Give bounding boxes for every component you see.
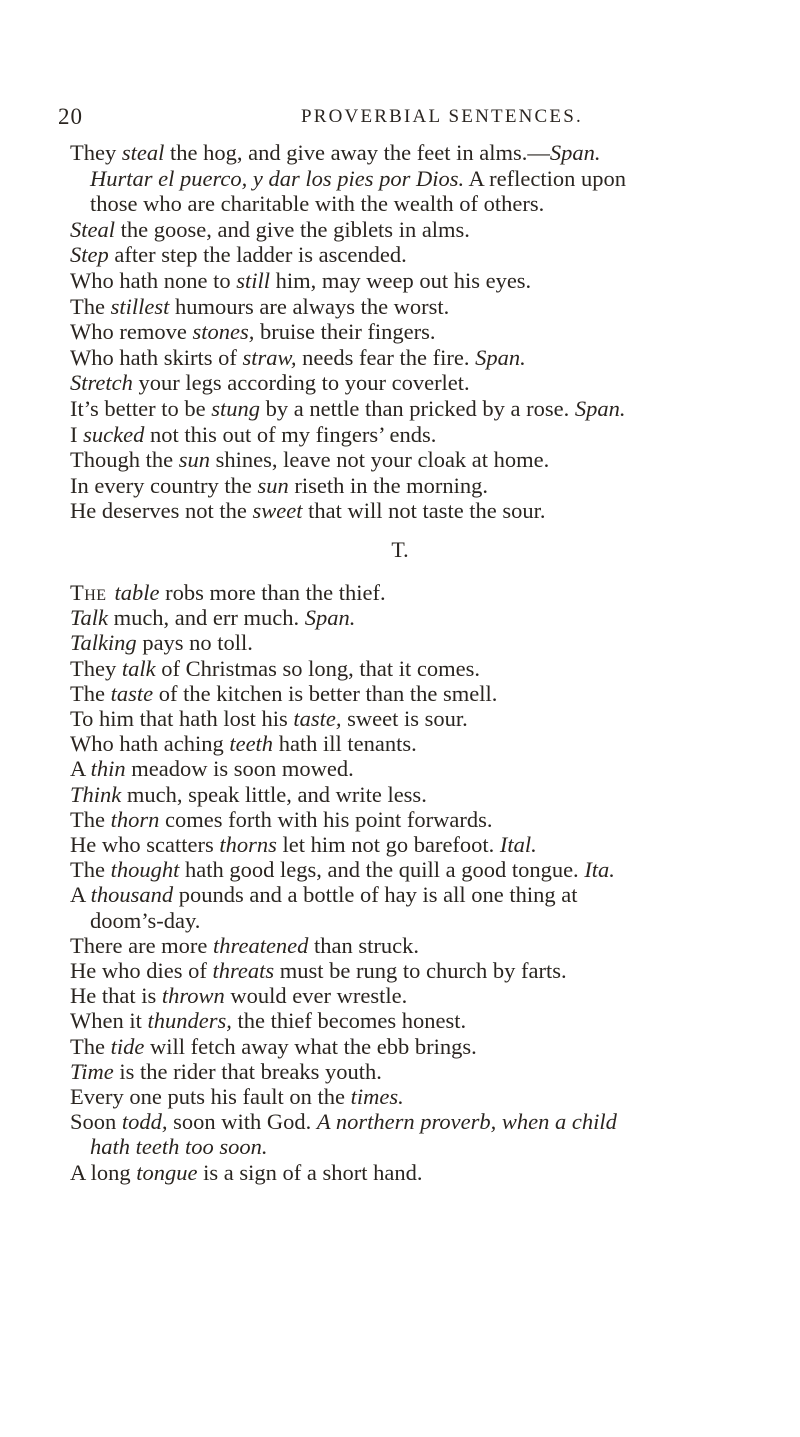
source-note: Ita. xyxy=(584,857,615,883)
line-text: by a nettle than pricked by a rose. xyxy=(259,396,575,421)
source-note: Ital. xyxy=(499,832,537,857)
line-text: Who hath aching xyxy=(70,731,230,757)
running-head: PROVERBIAL SENTENCES. xyxy=(301,106,583,127)
line-text: Soon xyxy=(70,1109,122,1135)
proverb-line xyxy=(70,217,470,243)
proverb-line xyxy=(70,396,626,422)
proverb-line xyxy=(70,242,407,268)
keyword: table xyxy=(114,580,160,605)
line-text: He deserves not the xyxy=(70,498,253,524)
line-text: In every country the xyxy=(70,472,258,498)
keyword: Time xyxy=(70,1058,114,1084)
proverb-line xyxy=(70,756,354,782)
line-text: shines, leave not your cloak at home. xyxy=(210,447,550,473)
keyword: taste, xyxy=(293,706,342,731)
proverb-line xyxy=(70,1059,382,1085)
proverb-line xyxy=(70,1034,477,1060)
line-text: The xyxy=(70,1033,111,1059)
keyword: thunders, xyxy=(147,1008,232,1034)
source-note: hath teeth too soon. xyxy=(90,1134,268,1160)
line-text: He who dies of xyxy=(70,958,213,983)
proverb-line xyxy=(90,1134,267,1160)
proverb-line xyxy=(70,782,427,808)
line-text: Though the xyxy=(70,447,179,473)
line-text: is the rider that breaks youth. xyxy=(113,1058,382,1084)
line-text: much, and err much. xyxy=(107,605,305,631)
keyword: Talking xyxy=(70,630,137,656)
keyword: taste xyxy=(110,680,154,706)
line-text: There are more xyxy=(70,932,214,958)
line-text: him, may weep out his eyes. xyxy=(269,268,532,293)
keyword: Talk xyxy=(70,605,108,631)
proverb-line xyxy=(70,370,470,396)
line-text: will fetch away what the ebb brings. xyxy=(144,1033,477,1059)
line-text: would ever wrestle. xyxy=(224,983,408,1009)
line-text: pounds and a bottle of hay is all one thing at xyxy=(173,882,578,908)
keyword: Step xyxy=(70,242,109,268)
proverb-line xyxy=(70,882,577,908)
proverb-line xyxy=(70,958,567,984)
proverb-line xyxy=(70,605,355,631)
line-text: Who remove xyxy=(70,319,193,345)
proverb-line xyxy=(70,807,492,833)
keyword: teeth xyxy=(229,731,274,757)
line-text: of Christmas so long, that it comes. xyxy=(155,655,480,681)
line-text: is a sign of a short hand. xyxy=(197,1159,423,1185)
proverb-line xyxy=(70,731,417,757)
proverb-line xyxy=(70,473,488,499)
keyword: sweet xyxy=(252,498,303,524)
line-text: Who hath none to xyxy=(70,268,237,293)
keyword: thrown xyxy=(161,983,225,1009)
keyword: Think xyxy=(70,781,122,807)
keyword: times. xyxy=(350,1084,404,1109)
line-text: Who hath skirts of xyxy=(70,344,243,370)
keyword: talk xyxy=(121,655,156,681)
line-text: after step the ladder is ascended. xyxy=(108,242,407,268)
line-text: of the kitchen is better than the smell. xyxy=(153,680,498,706)
proverb-line xyxy=(70,1109,617,1135)
line-text: It’s better to be xyxy=(70,396,212,421)
proverb-line xyxy=(70,1008,466,1034)
keyword: sun xyxy=(257,472,289,498)
keyword: Hurtar el puerco, y dar los pies por Dios. xyxy=(90,165,465,191)
keyword: still xyxy=(236,268,270,293)
line-text: riseth in the morning. xyxy=(288,472,489,498)
line-text: doom’s-day. xyxy=(90,907,201,933)
proverb-line xyxy=(70,268,531,294)
line-text: meadow is soon mowed. xyxy=(125,756,354,782)
proverb-line xyxy=(70,345,526,371)
keyword: thousand xyxy=(90,882,174,908)
line-text: the thief becomes honest. xyxy=(231,1008,467,1034)
proverb-line xyxy=(70,422,436,448)
line-text: much, speak little, and write less. xyxy=(121,781,427,807)
keyword: todd, xyxy=(121,1109,168,1135)
line-text: They xyxy=(70,655,122,681)
line-text: robs more than the thief. xyxy=(159,580,386,605)
line-text: They xyxy=(70,140,122,165)
line-text: hath ill tenants. xyxy=(273,731,417,757)
line-text: I xyxy=(70,421,84,447)
keyword: sun xyxy=(178,447,210,473)
line-text: humours are always the worst. xyxy=(169,293,450,319)
proverb-line xyxy=(90,191,544,217)
keyword: stung xyxy=(211,396,260,421)
proverb-line xyxy=(70,140,601,166)
line-text: Every one puts his fault on the xyxy=(70,1084,351,1109)
proverb-line xyxy=(70,1160,422,1186)
proverb-line xyxy=(70,933,419,959)
line-text: than struck. xyxy=(308,932,420,958)
proverb-line xyxy=(70,656,480,682)
source-note: Span. xyxy=(574,396,626,421)
keyword: threats xyxy=(212,958,275,983)
line-text: The xyxy=(70,293,111,319)
line-text: your legs according to your coverlet. xyxy=(132,370,470,396)
line-text: To him that hath lost his xyxy=(70,706,294,731)
keyword: stones, xyxy=(192,319,255,345)
line-text: A xyxy=(70,882,91,908)
line-text: hath good legs, and the quill a good tongue. xyxy=(179,857,585,883)
source-note: Span. xyxy=(304,605,356,631)
line-text: A long xyxy=(70,1159,137,1185)
line-text: A reflection upon xyxy=(464,165,626,191)
proverb-line xyxy=(70,319,436,345)
proverb-line xyxy=(70,294,449,320)
page-header xyxy=(58,104,778,134)
source-note: Span. xyxy=(475,344,526,370)
keyword: Stretch xyxy=(70,370,133,396)
line-text: comes forth with his point forwards. xyxy=(159,806,493,832)
line-text: He that is xyxy=(70,983,162,1009)
line-text: The xyxy=(70,806,111,832)
page-number: 20 xyxy=(58,104,83,129)
keyword: tongue xyxy=(136,1159,198,1185)
proverb-line xyxy=(70,580,386,606)
proverb-line xyxy=(90,166,626,192)
line-text: not this out of my fingers’ ends. xyxy=(144,421,437,447)
proverb-line xyxy=(70,1084,404,1110)
line-text: must be rung to church by farts. xyxy=(274,958,567,983)
keyword: thorn xyxy=(110,806,160,832)
line-text: sweet is sour. xyxy=(341,706,468,731)
keyword: tide xyxy=(110,1033,145,1059)
line-text: The xyxy=(70,857,111,883)
proverb-line xyxy=(70,857,615,883)
line-text: bruise their fingers. xyxy=(254,319,436,345)
line-text: the goose, and give the giblets in alms. xyxy=(115,216,470,242)
line-text: The xyxy=(70,680,111,706)
keyword: thought xyxy=(110,857,180,883)
proverb-line xyxy=(70,681,497,707)
keyword: thin xyxy=(90,756,126,782)
line-text: A xyxy=(70,756,91,782)
keyword: sucked xyxy=(83,421,145,447)
line-text: The xyxy=(70,580,107,605)
source-note: Span. xyxy=(549,140,601,165)
proverb-line xyxy=(70,630,253,656)
line-text: that will not taste the sour. xyxy=(302,498,546,524)
proverb-line xyxy=(70,983,407,1009)
keyword: thorns xyxy=(219,832,277,857)
proverb-line xyxy=(70,706,468,732)
line-text: When it xyxy=(70,1008,148,1034)
line-text: the hog, and give away the feet in alms.— xyxy=(164,140,550,165)
keyword: threatened xyxy=(213,932,309,958)
line-text: let him not go barefoot. xyxy=(276,832,500,857)
line-text: soon with God. xyxy=(167,1109,317,1135)
keyword: steal xyxy=(121,140,165,165)
proverb-line xyxy=(70,832,537,858)
proverb-line xyxy=(90,908,200,934)
line-text: pays no toll. xyxy=(136,630,253,656)
line-text: needs fear the fire. xyxy=(296,344,476,370)
keyword: straw, xyxy=(242,344,297,370)
keyword: Steal xyxy=(70,216,115,242)
line-text: He who scatters xyxy=(70,832,220,857)
proverb-line xyxy=(70,447,549,473)
section-letter-t: T. xyxy=(391,537,409,562)
proverb-line xyxy=(70,498,546,524)
keyword: stillest xyxy=(110,293,170,319)
line-text: those who are charitable with the wealth of others. xyxy=(90,191,545,217)
source-note: A northern proverb, when a child xyxy=(316,1109,617,1135)
